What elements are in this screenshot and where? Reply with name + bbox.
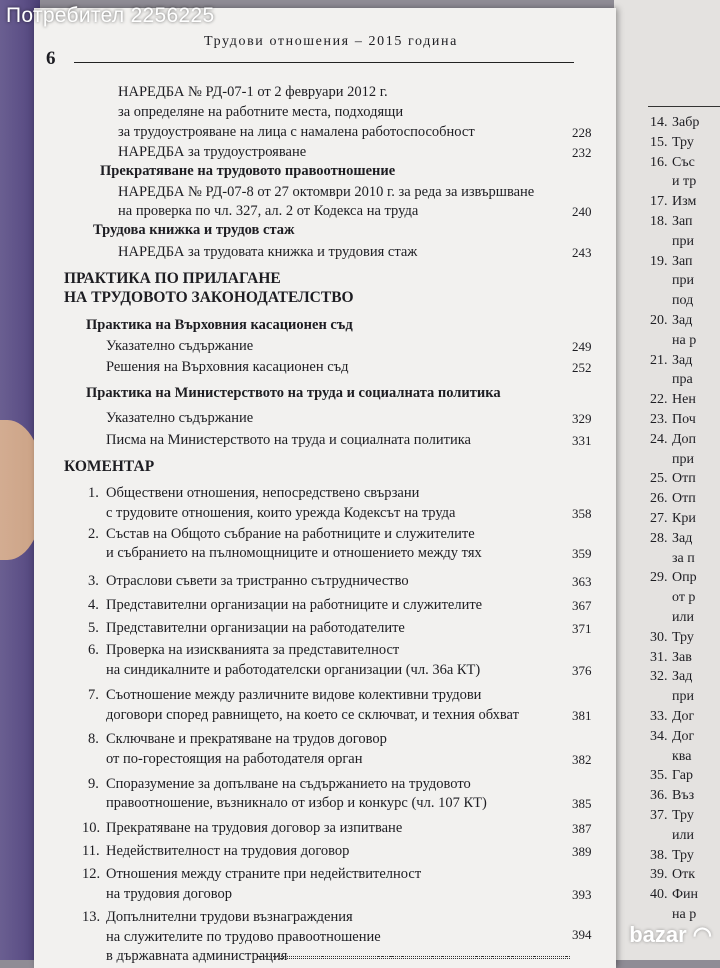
commentary-item-page: 359 [572,546,592,561]
facing-page-line-text: или [672,827,694,843]
commentary-item-number: 13. [82,909,101,925]
commentary-item-number: 6. [88,642,99,658]
facing-page-line-number: 30. [650,629,668,645]
commentary-item-number: 1. [88,485,99,501]
commentary-item-line: на синдикалните и работодателски организации (чл. 36а КТ) [106,662,481,678]
commentary-item-page: 358 [572,506,592,521]
commentary-item-leader [378,896,570,957]
commentary-item-page: 385 [572,796,592,811]
practice-item-page: 331 [572,433,592,448]
page-number: 6 [46,48,56,69]
facing-page-line [650,689,694,705]
commentary-item-page: 371 [572,621,592,636]
commentary-item-line: Обществени отношения, непосредствено свързани [106,485,420,501]
facing-page-line-number: 40. [650,887,668,903]
facing-page-line [650,174,696,190]
practice-heading: НА ТРУДОВОТО ЗАКОНОДАТЕЛСТВО [64,289,354,306]
practice-item-page: 329 [572,411,592,426]
facing-page-line [650,867,695,883]
facing-page-line-text: при [672,273,694,289]
facing-page-line [650,669,692,685]
facing-page-line-text: Изм [672,194,697,210]
commentary-item-page: 394 [572,927,592,942]
commentary-item-number: 12. [82,866,101,882]
facing-page-line-text: от р [672,590,696,606]
facing-page-line [650,491,696,507]
commentary-item-line: Представителни организации на работниците и служителите [106,597,483,613]
facing-page-line [650,254,693,270]
facing-page-line-number: 23. [650,412,668,427]
running-title: Трудови отношения – 2015 година [204,34,458,49]
facing-page-line [650,511,696,527]
facing-page-line-text: на р [672,907,697,922]
commentary-item-line: Съотношение между различните видове колективни трудови [106,687,482,703]
toc-entry-page: 240 [572,204,592,219]
facing-page-line [650,907,696,923]
facing-page-line [650,313,692,329]
facing-page-line-number: 14. [650,115,668,130]
facing-page-line [650,372,693,388]
facing-page-line-text: на р [672,332,697,348]
facing-page-line [650,808,694,824]
practice-item: Указателно съдържание [106,338,254,354]
facing-page-line-number: 24. [650,431,668,447]
commentary-item-line: Проверка на изискванията за представителност [106,642,400,658]
commentary-item-number: 2. [88,526,99,542]
facing-page-line [650,570,697,586]
facing-page-line-number: 34. [650,728,668,744]
commentary-item-number: 11. [82,843,100,859]
facing-page-line-number: 25. [650,471,668,487]
facing-page-line-number: 39. [650,867,668,883]
toc-entry-page: 232 [572,145,592,160]
facing-page-line-text: Със [672,154,695,170]
facing-page-line-text: Опр [672,570,697,586]
facing-page-line [650,115,699,131]
commentary-heading: КОМЕНТАР [64,458,155,475]
facing-page-line-text: Зав [672,649,692,665]
commentary-item-line: Прекратяване на трудовия договор за изпитване [106,820,403,836]
facing-page-line-text: Тру [672,629,694,645]
facing-page-line [650,135,694,151]
facing-page-line-text: Нен [672,392,696,408]
toc-subheading: Прекратяване на трудовото правоотношение [100,163,396,179]
commentary-item-page: 376 [572,663,592,678]
facing-page-line-text: Кри [672,511,696,526]
facing-page-line-text: Зад [672,530,693,546]
commentary-item-line: Допълнителни трудови възнаграждения [106,909,353,925]
commentary-item-line: Недействителност на трудовия договор [106,843,350,859]
facing-page-line [650,412,696,428]
facing-page-line [650,452,694,468]
facing-page-line-number: 29. [650,570,668,586]
toc-entry-page: 243 [572,245,592,260]
commentary-item-number: 9. [88,776,99,792]
facing-page-line-text: или [672,610,694,625]
facing-page-line [650,353,692,369]
facing-page-line-number: 37. [650,808,668,823]
facing-page-line [650,531,692,547]
facing-page-line-text: и тр [672,174,697,190]
facing-page-line-number: 18. [650,214,668,229]
facing-page-line-text: Дог [672,728,695,744]
facing-page-line-text: Зад [672,669,693,685]
commentary-item-number: 5. [88,620,99,636]
facing-page-line-text: Тру [672,134,694,150]
facing-page-line [650,392,696,408]
header-rule [74,62,574,63]
facing-page-line-number: 20. [650,313,668,328]
facing-page-line [650,630,694,646]
facing-page-line-number: 17. [650,194,668,210]
facing-page-line-number: 26. [650,491,668,507]
facing-page-line [650,155,695,171]
facing-page-rule [648,106,720,107]
facing-page-line [650,887,698,903]
commentary-item-line: на трудовия договор [106,886,232,902]
toc-entry-line: за определяне на работните места, подходящи [118,104,404,120]
practice-item: Указателно съдържание [106,410,254,426]
facing-page-line [650,273,694,289]
facing-page-line [650,194,696,210]
facing-page-line-text: при [672,451,694,467]
facing-page-line-text: за п [672,550,695,566]
facing-page-line [650,610,694,626]
practice-item: Решения на Върховния касационен съд [106,359,349,375]
facing-page-line [650,848,694,864]
commentary-item-number: 7. [88,687,99,703]
facing-page-line-text: Фин [672,887,699,903]
facing-page-line-number: 27. [650,511,668,526]
commentary-item-leader [280,958,570,959]
facing-page-line-text: Тру [672,847,694,863]
facing-page-line-text: Доп [672,431,697,447]
toc-entry-line: за трудоустрояване на лица с намалена работоспособност [118,124,475,140]
facing-page-line-number: 21. [650,352,668,368]
facing-page-line-text: Отп [672,491,696,507]
toc-entry-page: 228 [572,125,592,140]
commentary-item-page: 367 [572,598,592,613]
facing-page-line-text: при [672,689,694,705]
commentary-item-line: договори според равнището, на което се сключват, и техния обхват [106,707,519,723]
practice-item-page: 252 [572,360,592,375]
toc-entry-line: НАРЕДБА за трудовата книжка и трудовия стаж [118,244,418,260]
facing-page-line-text: Въз [672,788,695,804]
facing-page-line [650,590,695,606]
toc-entry-line: НАРЕДБА за трудоустрояване [118,144,307,160]
facing-page-line-number: 38. [650,847,668,863]
commentary-item-line: правоотношение, възникнало от избор и конкурс (чл. 107 КТ) [106,795,487,811]
commentary-item-number: 10. [82,820,101,836]
practice-group-title: Практика на Върховния касационен съд [86,317,353,333]
commentary-item-number: 4. [88,597,99,613]
facing-page-line-text: Тру [672,808,694,823]
toc-entry-line: на проверка по чл. 327, ал. 2 от Кодекса на труда [118,203,419,219]
facing-page-line [650,650,692,666]
facing-page-line [650,709,694,725]
commentary-item-line: с трудовите отношения, които урежда Кодексът на труда [106,505,456,521]
facing-page-line-number: 31. [650,649,668,665]
commentary-item-line: Отношения между страните при недействителност [106,866,422,882]
commentary-item-line: Споразумение за допълване на съдържанието на трудовото [106,776,471,792]
toc-entry-line: НАРЕДБА № РД-07-8 от 27 октомври 2010 г. за реда за извършване [118,184,535,200]
facing-page-line-text: Зап [672,253,693,269]
facing-page-line [650,551,695,567]
facing-page-line-text: Зап [672,214,693,229]
facing-page-line-text: Гар [672,768,693,784]
commentary-item-line: и събранието на пълномощниците и отношението между тях [106,545,482,561]
facing-page-line-text: Зад [672,352,693,368]
commentary-item-page: 389 [572,844,592,859]
watermark-user: Потребител 2256225 [6,4,215,27]
commentary-item-page: 381 [572,708,592,723]
facing-page-line-text: Дог [672,709,695,724]
facing-page-line-number: 35. [650,768,668,784]
facing-page-line-number: 16. [650,154,668,170]
facing-page-line-number: 33. [650,709,668,724]
commentary-item-number: 3. [88,573,99,589]
facing-page-line-text: Поч [672,412,696,427]
practice-group-title: Практика на Министерството на труда и социалната политика [86,385,501,401]
facing-page-line-text: Отк [672,867,696,883]
facing-page-line [650,432,696,448]
facing-page-line [650,828,694,844]
commentary-item-line: Представителни организации на работодателите [106,620,405,636]
facing-page-line-text: пра [672,372,693,388]
commentary-item-line: Сключване и прекратяване на трудов договор [106,731,387,747]
facing-page-line-number: 19. [650,253,668,269]
facing-page-line-text: под [672,293,694,309]
commentary-item-line: в държавната администрация [106,948,288,964]
facing-page-line-number: 15. [650,134,668,150]
facing-page-line [650,749,691,765]
commentary-item-page: 363 [572,574,592,589]
facing-page-line-text: ква [672,748,692,764]
facing-page-line-number: 32. [650,669,668,685]
practice-item-page: 249 [572,339,592,354]
facing-page-line [650,729,694,745]
facing-page-line [650,234,694,250]
facing-page-line-number: 22. [650,392,668,408]
commentary-item-line: от по-горестоящия на работодателя орган [106,751,363,767]
facing-page-line-text: Зад [672,313,693,328]
commentary-item-line: Състав на Общото събрание на работниците и служителите [106,526,475,542]
commentary-item-page: 387 [572,821,592,836]
practice-item: Писма на Министерството на труда и социалната политика [106,432,471,448]
facing-page-line-text: при [672,233,694,249]
facing-page-line [650,471,696,487]
facing-page-line [650,768,693,784]
facing-page-line-text: Забр [672,115,700,130]
commentary-item-page: 382 [572,752,592,767]
bazar-logo: bazar ◠ [629,922,712,947]
commentary-item-line: на служителите по трудово правоотношение [106,929,381,945]
facing-page-line [650,293,693,309]
facing-page-line-number: 28. [650,530,668,546]
practice-heading: ПРАКТИКА ПО ПРИЛАГАНЕ [64,270,281,287]
facing-page-line [650,333,696,349]
commentary-item-number: 8. [88,731,99,747]
facing-page-line [650,788,694,804]
commentary-item-page: 393 [572,887,592,902]
toc-subheading: Трудова книжка и трудов стаж [93,222,295,238]
facing-page-line [650,214,693,230]
toc-entry-line: НАРЕДБА № РД-07-1 от 2 февруари 2012 г. [118,84,388,100]
facing-page-line-text: Отп [672,471,696,487]
facing-page-line-number: 36. [650,788,668,804]
commentary-item-line: Отраслови съвети за тристранно сътрудничество [106,573,409,589]
